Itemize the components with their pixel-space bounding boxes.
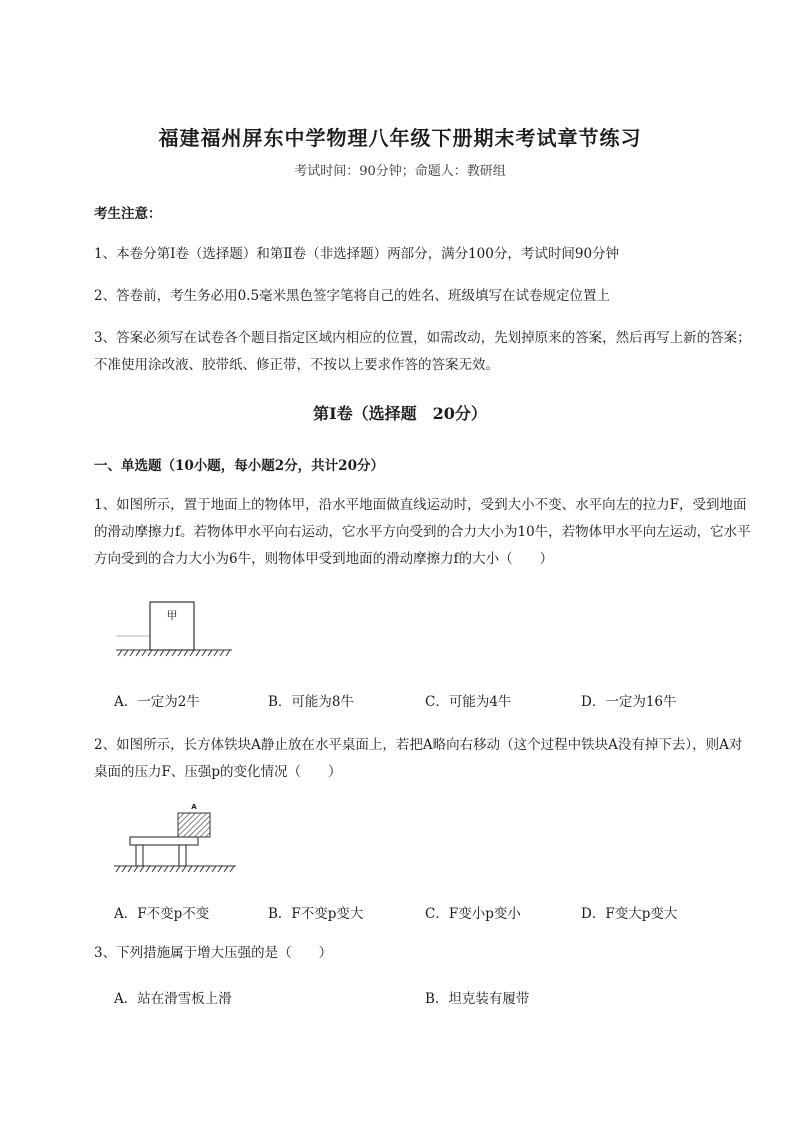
- question-2-option-d[interactable]: D．F变大p变大: [581, 906, 678, 922]
- floor-hatching: [114, 866, 236, 872]
- question-group-title: 一、单选题（10小题，每小题2分，共计20分）: [94, 458, 384, 474]
- question-1-option-b[interactable]: B．可能为8牛: [268, 694, 355, 710]
- table-top: [130, 837, 198, 845]
- question-2-option-c[interactable]: C．F变小p变小: [425, 906, 521, 922]
- notice-item-1: 1、本卷分第Ⅰ卷（选择题）和第Ⅱ卷（非选择题）两部分，满分100分，考试时间90分钟: [94, 246, 620, 262]
- exam-info: 考试时间：90分钟；命题人：教研组: [294, 164, 506, 179]
- question-1-option-d[interactable]: D．一定为16牛: [581, 694, 677, 710]
- notice-item-2: 2、答卷前，考生务必用0.5毫米黑色签字笔将自己的姓名、班级填写在试卷规定位置上: [94, 288, 611, 304]
- iron-block-label: A: [191, 803, 197, 811]
- page-title: 福建福州屏东中学物理八年级下册期末考试章节练习: [158, 126, 642, 150]
- question-1-options: [0, 690, 800, 712]
- table-leg-right: [179, 845, 186, 866]
- question-3-stem: 3、下列措施属于增大压强的是（ ）: [94, 945, 333, 961]
- question-1-option-c[interactable]: C．可能为4牛: [425, 694, 512, 710]
- notice-heading: 考生注意：: [94, 206, 162, 222]
- question-2-options: [0, 902, 800, 924]
- question-1-option-a[interactable]: A．一定为2牛: [114, 694, 200, 710]
- question-2-stem: 2、如图所示，长方体铁块A静止放在水平桌面上，若把A略向右移动（这个过程中铁块A没有掉下去），则A对桌面的压力F、压强p的变化情况（ ）: [94, 737, 743, 780]
- question-3-option-b[interactable]: B．坦克装有履带: [425, 991, 530, 1007]
- question-3-options: [0, 987, 800, 1009]
- object-jia-label: 甲: [166, 609, 178, 622]
- question-3-option-a[interactable]: A．站在滑雪板上滑: [114, 991, 232, 1007]
- question-1-stem: 1、如图所示，置于地面上的物体甲，沿水平地面做直线运动时，受到大小不变、水平向左的拉力F，受到地面的滑动摩擦力f。若物体甲水平向右运动，它水平方向受到的合力大小为10牛，若物体甲水平向左运动，它水平方向受到的合力大小为6牛，则物体甲受到地面的滑动摩擦力f的大小（ ）: [94, 497, 751, 567]
- section-title: 第Ⅰ卷（选择题 20分）: [313, 404, 487, 423]
- table-leg-left: [136, 845, 143, 866]
- notice-item-3: 3、答案必须写在试卷各个题目指定区域内相应的位置，如需改动，先划掉原来的答案，然后再写上新的答案；不准使用涂改液、胶带纸、修正带，不按以上要求作答的答案无效。: [94, 330, 751, 373]
- question-1-figure: [112, 598, 236, 660]
- question-2-option-b[interactable]: B．F不变p变大: [268, 906, 364, 922]
- iron-block-a: [178, 813, 210, 837]
- question-2-option-a[interactable]: A．F不变p不变: [114, 906, 210, 922]
- question-2-figure: [112, 800, 238, 878]
- ground-hatching: [116, 650, 232, 656]
